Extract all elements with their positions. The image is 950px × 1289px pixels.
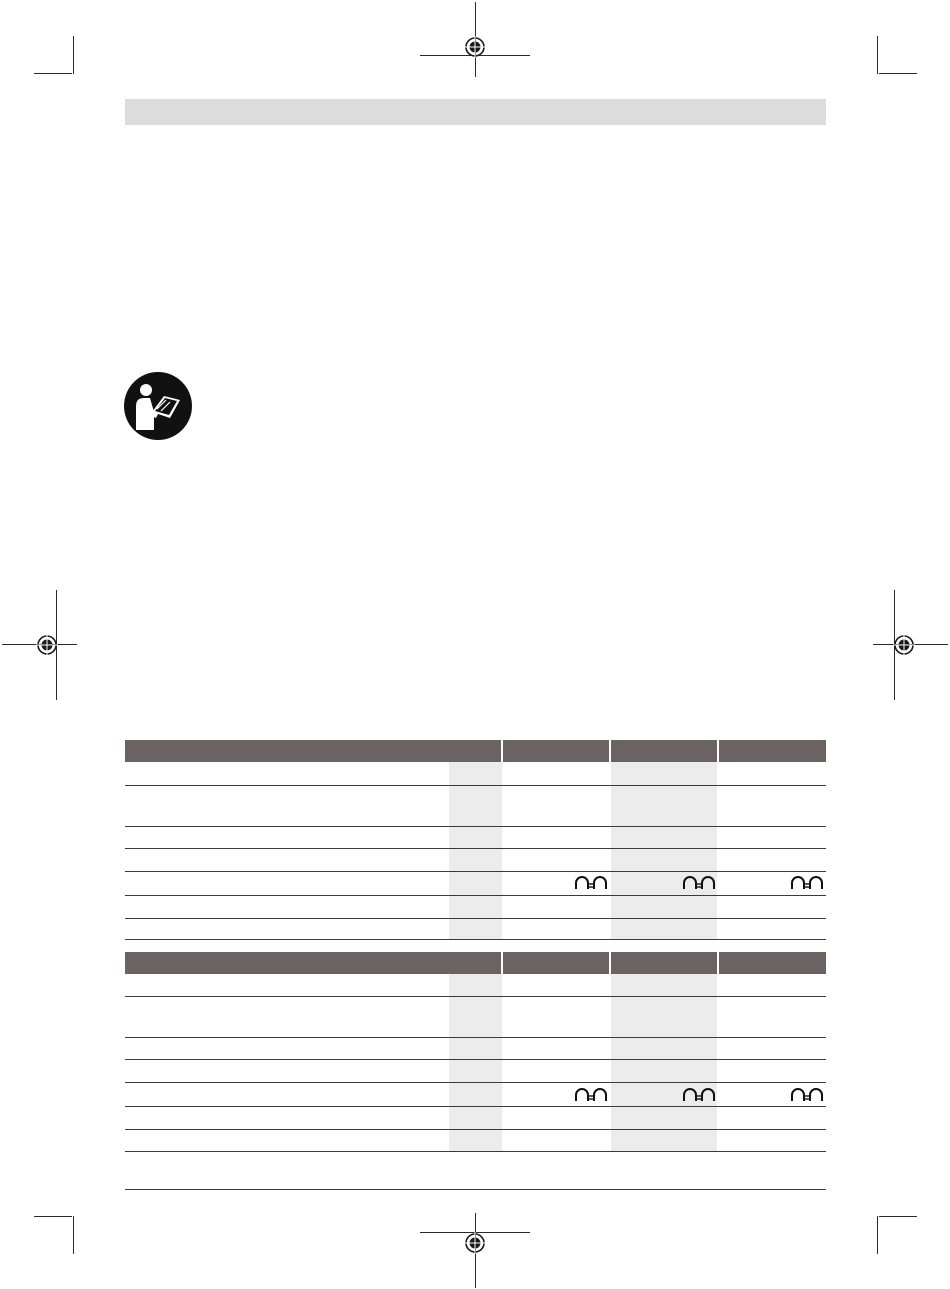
- read-manual-icon: [124, 372, 192, 440]
- rotation-direction-icon: [790, 875, 824, 891]
- crop-mark-top-right-h: [879, 73, 917, 74]
- table-row: [125, 871, 826, 872]
- rotation-direction-icon: [682, 875, 716, 891]
- registration-mark-icon: [893, 634, 915, 656]
- rotation-direction-icon: [574, 875, 608, 891]
- crop-mark-bottom-left-h: [34, 1216, 72, 1217]
- table-row: [125, 848, 826, 849]
- spec-table-1: [125, 740, 826, 940]
- table-row: [125, 1037, 826, 1038]
- table-row: [125, 1129, 826, 1130]
- crop-mark-top-right-v: [877, 36, 878, 74]
- page-header-bar: [125, 99, 826, 125]
- table-row: [125, 939, 826, 940]
- spec-table-2: [125, 952, 826, 1152]
- crop-mark-top-left-v: [73, 36, 74, 74]
- crop-mark-bottom-right-v: [877, 1216, 878, 1254]
- table-header: [125, 952, 826, 974]
- table-row: [125, 918, 826, 919]
- registration-mark-icon: [36, 634, 58, 656]
- rotation-direction-icon: [682, 1087, 716, 1103]
- rotation-direction-icon: [790, 1087, 824, 1103]
- crop-mark-bottom-left-v: [73, 1216, 74, 1254]
- model-column-shade: [611, 762, 717, 940]
- table-row: [125, 1106, 826, 1107]
- table-row: [125, 1059, 826, 1060]
- page-footer-rule: [125, 1189, 826, 1190]
- table-row: [125, 1151, 826, 1152]
- table-header: [125, 740, 826, 762]
- table-row: [125, 785, 826, 786]
- unit-column-shade: [449, 762, 502, 940]
- unit-column-shade: [449, 974, 502, 1152]
- registration-mark-icon: [464, 36, 486, 58]
- rotation-direction-icon: [574, 1087, 608, 1103]
- table-row: [125, 996, 826, 997]
- crop-mark-bottom-right-h: [879, 1216, 917, 1217]
- registration-mark-icon: [464, 1232, 486, 1254]
- table-row: [125, 895, 826, 896]
- table-row: [125, 826, 826, 827]
- crop-mark-top-left-h: [34, 73, 72, 74]
- table-row: [125, 1082, 826, 1083]
- model-column-shade: [611, 974, 717, 1152]
